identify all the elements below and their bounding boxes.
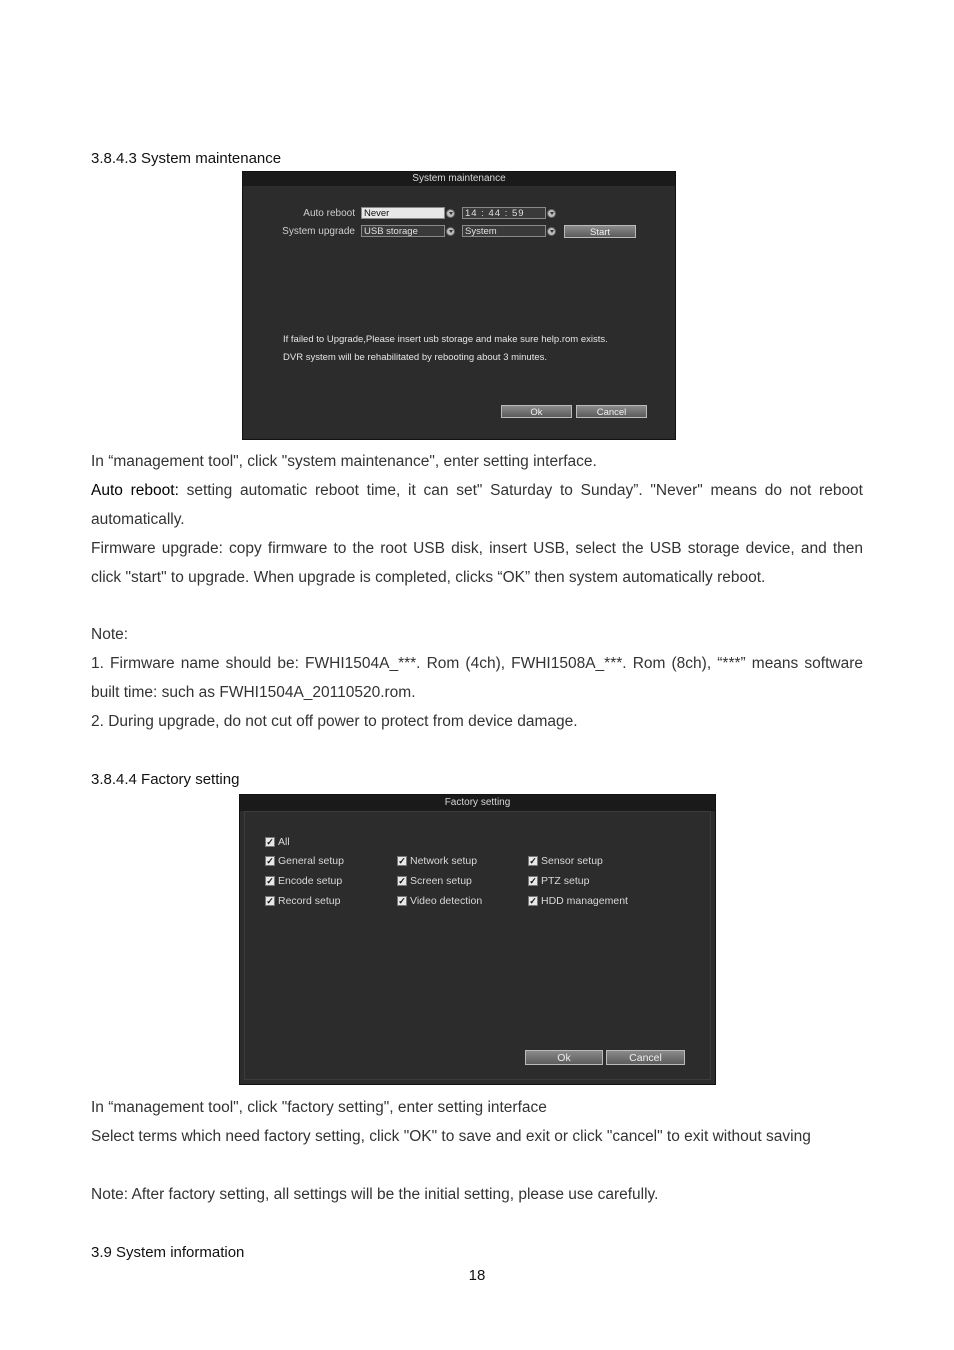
auto-reboot-label: Auto reboot bbox=[303, 208, 355, 219]
upgrade-target-select[interactable]: System bbox=[462, 225, 546, 237]
checkbox-checked-icon: ✓ bbox=[398, 856, 406, 866]
checkbox-encode-setup[interactable] bbox=[265, 874, 342, 888]
maintenance-intro: In “management tool", click "system maintenance", enter setting interface. bbox=[91, 453, 597, 470]
dialog-title: System maintenance bbox=[243, 172, 675, 186]
checkbox-checked-icon: ✓ bbox=[398, 896, 406, 906]
start-button[interactable]: Start bbox=[564, 225, 636, 238]
ok-button[interactable]: Ok bbox=[525, 1050, 603, 1065]
section-heading-factory-setting: 3.8.4.4 Factory setting bbox=[91, 771, 240, 788]
cancel-button[interactable]: Cancel bbox=[576, 405, 647, 418]
checkbox-label: Video detection bbox=[410, 895, 483, 907]
factory-note: Note: After factory setting, all settings will be the initial setting, please use carefully. bbox=[91, 1186, 659, 1203]
checkbox-general-setup[interactable] bbox=[265, 854, 344, 868]
checkbox-checked-icon: ✓ bbox=[266, 837, 274, 847]
dialog-title: Factory setting bbox=[240, 795, 715, 811]
checkbox-hdd-management[interactable] bbox=[528, 894, 628, 908]
system-maintenance-dialog bbox=[242, 171, 676, 440]
checkbox-ptz-setup[interactable] bbox=[528, 874, 589, 888]
checkbox-label: HDD management bbox=[541, 895, 628, 907]
checkbox-checked-icon: ✓ bbox=[529, 896, 537, 906]
checkbox-label: Encode setup bbox=[278, 875, 343, 887]
note-label: Note: bbox=[91, 626, 129, 643]
checkbox-label: Screen setup bbox=[410, 875, 472, 887]
auto-reboot-select[interactable]: Never bbox=[361, 207, 445, 219]
checkbox-checked-icon: ✓ bbox=[266, 856, 274, 866]
checkbox-network-setup[interactable] bbox=[397, 854, 477, 868]
checkbox-record-setup[interactable] bbox=[265, 894, 340, 908]
chevron-down-icon[interactable] bbox=[547, 227, 556, 236]
checkbox-checked-icon: ✓ bbox=[266, 876, 274, 886]
dialog-body bbox=[244, 811, 711, 1080]
checkbox-screen-setup[interactable] bbox=[397, 874, 472, 888]
factory-setting-dialog bbox=[239, 794, 716, 1085]
section-heading-system-information: 3.9 System information bbox=[91, 1244, 245, 1261]
checkbox-video-detection[interactable] bbox=[397, 894, 482, 908]
checkbox-label: Record setup bbox=[278, 895, 341, 907]
storage-select[interactable]: USB storage bbox=[361, 225, 445, 237]
checkbox-all[interactable] bbox=[265, 835, 290, 849]
chevron-down-icon[interactable] bbox=[446, 209, 455, 218]
cancel-button[interactable]: Cancel bbox=[606, 1050, 685, 1065]
factory-instructions: Select terms which need factory setting, click "OK" to save and exit or click "cancel" to exit without saving bbox=[91, 1128, 811, 1145]
checkbox-label: All bbox=[278, 836, 290, 848]
system-upgrade-label: System upgrade bbox=[282, 226, 355, 237]
checkbox-sensor-setup[interactable] bbox=[528, 854, 603, 868]
checkbox-label: General setup bbox=[278, 855, 344, 867]
upgrade-note-line2: DVR system will be rehabilitated by rebooting about 3 minutes. bbox=[283, 352, 548, 363]
checkbox-label: Sensor setup bbox=[541, 855, 603, 867]
checkbox-checked-icon: ✓ bbox=[266, 896, 274, 906]
chevron-down-icon[interactable] bbox=[446, 227, 455, 236]
chevron-down-icon[interactable] bbox=[547, 209, 556, 218]
auto-reboot-paragraph bbox=[91, 476, 863, 534]
note-item-1: 1. Firmware name should be: FWHI1504A_***. Rom (4ch), FWHI1508A_***. Rom (8ch), “***” means software built time: such as FWHI1504A_20110520.rom. bbox=[91, 655, 863, 701]
upgrade-note-line1: If failed to Upgrade,Please insert usb storage and make sure help.rom exists. bbox=[283, 334, 608, 345]
checkbox-checked-icon: ✓ bbox=[529, 856, 537, 866]
section-heading-system-maintenance: 3.8.4.3 System maintenance bbox=[91, 150, 282, 167]
checkbox-checked-icon: ✓ bbox=[529, 876, 537, 886]
checkbox-checked-icon: ✓ bbox=[398, 876, 406, 886]
factory-intro: In “management tool", click "factory setting", enter setting interface bbox=[91, 1099, 547, 1116]
checkbox-label: PTZ setup bbox=[541, 875, 590, 887]
auto-reboot-body: setting automatic reboot time, it can set" Saturday to Sunday”. "Never" means do not reboot automatically. bbox=[91, 482, 863, 528]
ok-button[interactable]: Ok bbox=[501, 405, 572, 418]
page-number: 18 bbox=[468, 1267, 486, 1284]
firmware-upgrade-paragraph: Firmware upgrade: copy firmware to the root USB disk, insert USB, select the USB storage device, and then click "start" to upgrade. When upgrade is completed, clicks “OK” then system automatically reboot. bbox=[91, 540, 863, 586]
reboot-time-field[interactable]: 14 : 44 : 59 bbox=[462, 207, 546, 219]
note-item-2: 2. During upgrade, do not cut off power to protect from device damage. bbox=[91, 713, 578, 730]
auto-reboot-lead: Auto reboot: bbox=[91, 482, 179, 499]
checkbox-label: Network setup bbox=[410, 855, 478, 867]
